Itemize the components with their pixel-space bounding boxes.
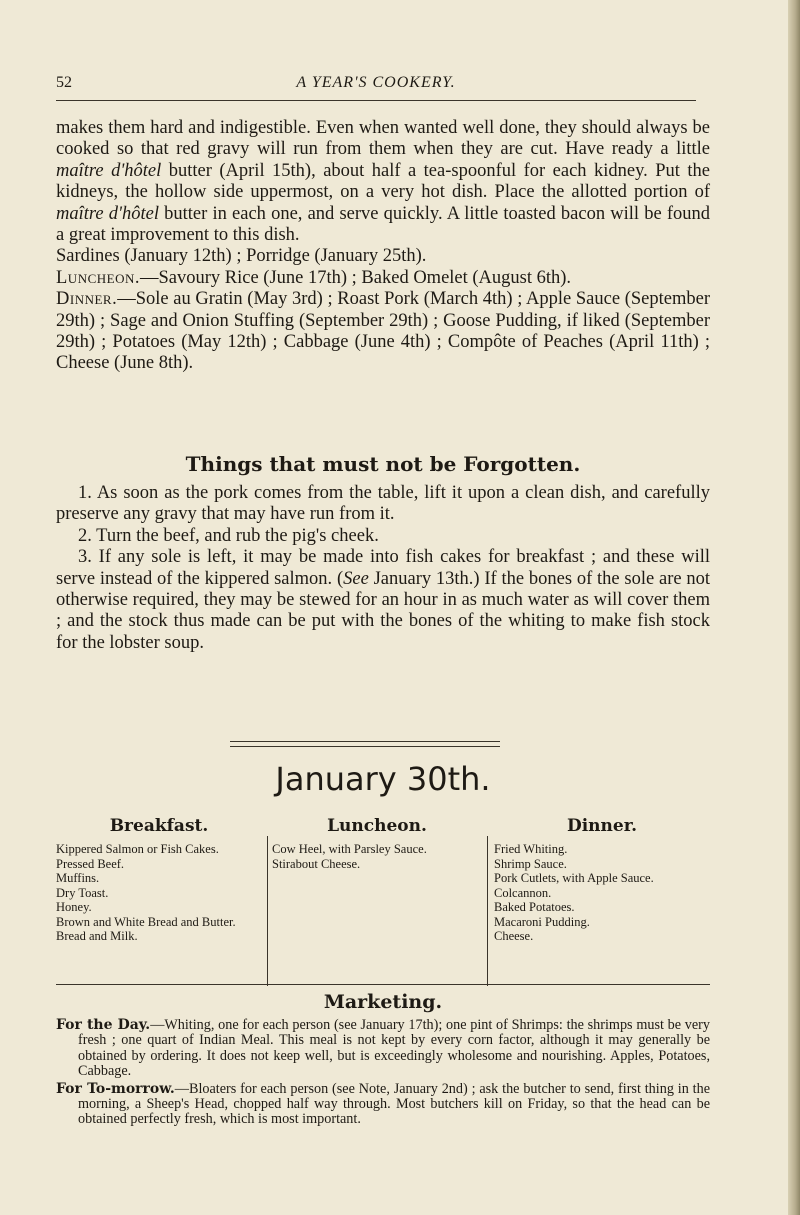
page-edge xyxy=(788,0,800,1215)
menu-table xyxy=(56,816,710,984)
menu-item: Honey. xyxy=(56,900,92,914)
menu-item: Stirabout Cheese. xyxy=(272,856,361,871)
menu-bottom-rule xyxy=(56,984,710,985)
menu-column-dinner xyxy=(494,816,710,984)
menu-item: Pork Cutlets, with Apple Sauce. xyxy=(494,871,654,885)
menu-item: Colcannon. xyxy=(494,885,552,900)
menu-heading-breakfast: Breakfast. xyxy=(109,816,209,836)
menu-item: Dry Toast. xyxy=(56,885,109,900)
forgotten-item-2: 2. Turn the beef, and rub the pig's cheek. xyxy=(78,525,379,546)
paragraph-luncheon: Luncheon.—Savoury Rice (June 17th) ; Baked Omelet (August 6th). xyxy=(56,267,572,288)
forgotten-list xyxy=(56,483,710,654)
section-divider xyxy=(230,741,500,747)
marketing-for-the-day: For the Day.—Whiting, one for each person (see January 17th); one pint of Shrimps: the shrimps must be very fresh ; one quart of Indian Meal. This meal is not kept by every corn factor, although it may generally be obtained by ordering. It does not keep well, but is exceedingly wholesome and nourishing. Apples, Potatoes, Cabbage. xyxy=(56,1017,710,1080)
menu-item: Fried Whiting. xyxy=(494,842,568,856)
menu-item: Kippered Salmon or Fish Cakes. xyxy=(56,842,219,856)
menu-heading-dinner: Dinner. xyxy=(566,816,638,836)
paragraph-dinner: Dinner.—Sole au Gratin (May 3rd) ; Roast Pork (March 4th) ; Apple Sauce (September 29th) ; Sage and Onion Stuffing (September 29th) ; Goose Pudding, if liked (September 29th) ; Potatoes (May 12th) ; Cabbage (June 4th) ; Compôte of Peaches (April 11th) ; Cheese (June 8th). xyxy=(56,289,710,374)
forgotten-item-3: 3. If any sole is left, it may be made into fish cakes for breakfast ; and these will serve instead of the kippered salmon. (See January 13th.) If the bones of the sole are not otherwise required, they may be stewed for an hour in as much water as will cover them ; and the stock thus made can be put with the bones of the whiting to make fish stock for the lobster soup. xyxy=(56,547,710,653)
running-title: A YEAR'S COOKERY. xyxy=(296,74,456,91)
menu-item: Bread and Milk. xyxy=(56,929,138,943)
paragraph-kidneys: makes them hard and indigestible. Even when wanted well done, they should always be cooked so that red gravy will run from them when they are cut. Have ready a little maître d'hôtel butter (April 15th), about half a tea-spoonful for each kidney. Put the kidneys, the hollow side uppermost, on a very hot dish. Place the allotted portion of maître d'hôtel butter in each one, and serve quickly. A little toasted bacon will be found a great improvement to this dish. xyxy=(56,118,711,246)
menu-item: Shrimp Sauce. xyxy=(494,856,567,871)
menu-item: Macaroni Pudding. xyxy=(494,914,590,929)
menu-item: Pressed Beef. xyxy=(56,856,125,871)
menu-column-luncheon xyxy=(272,816,482,984)
menu-heading-luncheon: Luncheon. xyxy=(327,816,427,836)
menu-item: Baked Potatoes. xyxy=(494,900,575,914)
running-header xyxy=(56,74,696,98)
column-divider xyxy=(267,836,268,986)
marketing-heading: Marketing. xyxy=(323,991,443,1013)
forgotten-item-1: 1. As soon as the pork comes from the table, lift it upon a clean dish, and carefully preserve any gravy that may have run from it. xyxy=(56,483,710,525)
page-number: 52 xyxy=(56,74,72,91)
marketing-text xyxy=(56,1018,710,1130)
menu-item: Cow Heel, with Parsley Sauce. xyxy=(272,842,427,856)
paragraph-breakfast-refs: Sardines (January 12th) ; Porridge (January 25th). xyxy=(56,246,427,267)
day-heading: January 30th. xyxy=(275,760,491,798)
menu-item: Cheese. xyxy=(494,929,534,943)
body-text xyxy=(56,118,710,375)
menu-item: Brown and White Bread and Butter. xyxy=(56,914,236,929)
column-divider xyxy=(487,836,488,986)
marketing-for-tomorrow: For To-morrow.—Bloaters for each person (see Note, January 2nd) ; ask the butcher to send, first thing in the morning, a Sheep's Head, chopped half way through. Most butchers kill on Friday, so that the head can be obtained perfectly fresh, which is most important. xyxy=(56,1080,710,1128)
menu-column-breakfast xyxy=(56,816,262,984)
menu-item: Muffins. xyxy=(56,871,100,885)
forgotten-heading: Things that must not be Forgotten. xyxy=(185,452,581,476)
header-rule xyxy=(56,100,696,101)
